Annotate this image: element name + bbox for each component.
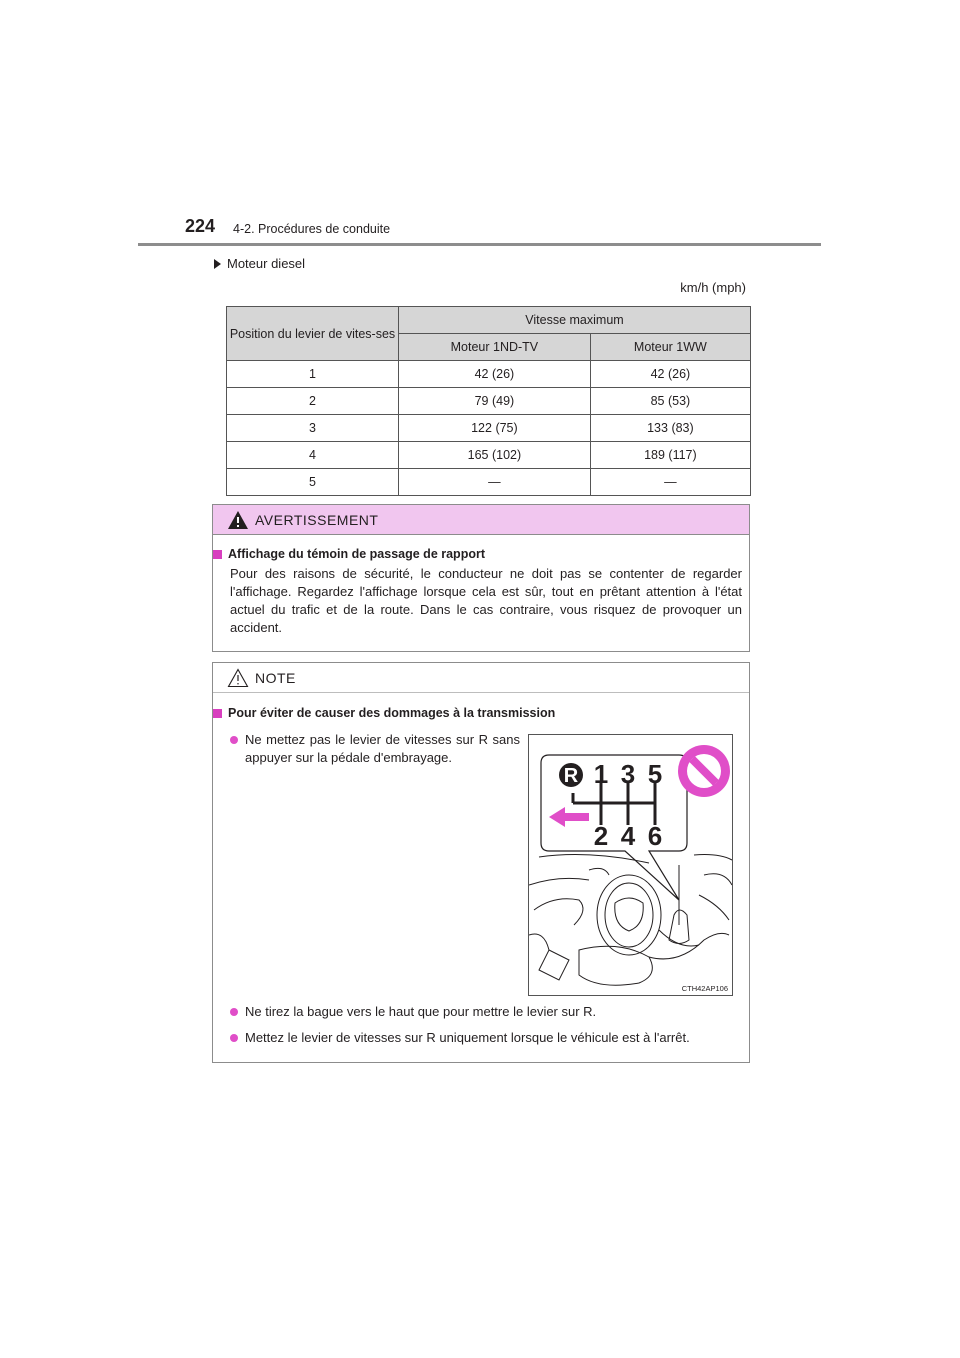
speed-1ww-cell: 189 (117) <box>590 442 750 469</box>
note-subtitle-text: Pour éviter de causer des dommages à la transmission <box>228 706 556 720</box>
speed-1nd-cell: 165 (102) <box>399 442 591 469</box>
gear-5-label: 5 <box>647 759 663 789</box>
warning-subtitle-text: Affichage du témoin de passage de rapport <box>228 547 485 561</box>
page-number: 224 <box>185 216 216 236</box>
note-bullet-2 <box>230 1003 750 1021</box>
note-bullet-1 <box>230 731 520 767</box>
warning-title: AVERTISSEMENT <box>255 511 379 528</box>
section-title: 4-2. Procédures de conduite <box>233 222 391 236</box>
gear-cell: 4 <box>227 442 399 469</box>
gear-cell: 2 <box>227 388 399 415</box>
triangle-arrow-icon <box>214 259 221 269</box>
warning-text: Pour des raisons de sécurité, le conducteur ne doit pas se contenter de regarder l'affichage. Regardez l'affichage lorsque cela est sûr, tout en prêtant attention à l'état actuel du trafic et de la route. Dans le cas contraire, vous risquez de provoquer un accident. <box>230 566 742 635</box>
bullet-text: Mettez le levier de vitesses sur R uniquement lorsque le véhicule est à l'arrêt. <box>245 1030 690 1045</box>
note-box <box>212 662 750 1063</box>
caution-triangle-icon <box>227 668 249 688</box>
note-header <box>213 663 749 693</box>
header-1ww: Moteur 1WW <box>590 334 750 361</box>
speed-1ww-cell: 133 (83) <box>590 415 750 442</box>
warning-box <box>212 504 750 652</box>
speed-1ww-cell: — <box>590 469 750 496</box>
table-row <box>227 361 751 388</box>
reverse-label: R <box>563 765 579 787</box>
bullet-dot-icon <box>230 736 238 744</box>
gear-4-label: 4 <box>620 821 636 851</box>
speed-table <box>226 306 751 496</box>
unit-label: km/h (mph) <box>680 280 746 295</box>
gear-1-label: 1 <box>593 759 609 789</box>
note-title: NOTE <box>255 669 296 686</box>
gear-3-label: 3 <box>620 759 636 789</box>
gear-cell: 5 <box>227 469 399 496</box>
bullet-text: Ne mettez pas le levier de vitesses sur R sans appuyer sur la pédale d'embrayage. <box>245 732 520 765</box>
subheading <box>214 256 305 271</box>
speed-1nd-cell: — <box>399 469 591 496</box>
speed-1nd-cell: 42 (26) <box>399 361 591 388</box>
square-bullet-icon <box>213 709 222 718</box>
warning-triangle-icon <box>227 510 249 530</box>
note-bullet-3 <box>230 1029 750 1047</box>
header-position: Position du levier de vites-ses <box>227 307 399 361</box>
gear-2-label: 2 <box>593 821 609 851</box>
bullet-dot-icon <box>230 1034 238 1042</box>
note-subtitle <box>213 706 555 720</box>
gearshift-illustration <box>528 734 733 996</box>
header-speed: Vitesse maximum <box>399 307 751 334</box>
speed-1nd-cell: 79 (49) <box>399 388 591 415</box>
gear-cell: 1 <box>227 361 399 388</box>
table-row <box>227 442 751 469</box>
table-row <box>227 388 751 415</box>
speed-1nd-cell: 122 (75) <box>399 415 591 442</box>
bullet-dot-icon <box>230 1008 238 1016</box>
gear-6-label: 6 <box>647 821 663 851</box>
warning-subtitle <box>213 547 485 561</box>
bullet-text: Ne tirez la bague vers le haut que pour mettre le levier sur R. <box>245 1004 597 1019</box>
header-1nd: Moteur 1ND-TV <box>399 334 591 361</box>
speed-1ww-cell: 42 (26) <box>590 361 750 388</box>
header-rule <box>138 243 821 246</box>
gear-pattern-image <box>529 735 733 996</box>
speed-1ww-cell: 85 (53) <box>590 388 750 415</box>
warning-header <box>213 505 749 535</box>
table-row <box>227 415 751 442</box>
table-row <box>227 469 751 496</box>
subheading-text: Moteur diesel <box>227 256 306 271</box>
square-bullet-icon <box>213 550 222 559</box>
figure-code: CTH42AP106 <box>681 984 728 993</box>
gear-cell: 3 <box>227 415 399 442</box>
